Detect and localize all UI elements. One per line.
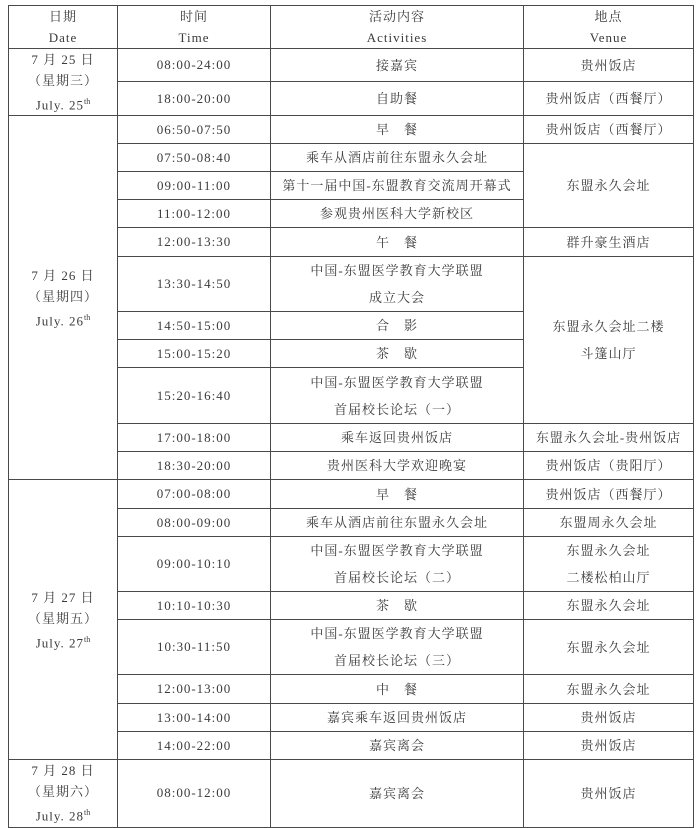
time-cell: 14:50-15:00 (118, 312, 271, 340)
activity-cell: 中国-东盟医学教育大学联盟 首届校长论坛（一） (271, 368, 524, 424)
header-row (9, 6, 694, 49)
activity-cell: 自助餐 (271, 82, 524, 116)
table-row (9, 116, 694, 144)
header-date-en: Date (48, 30, 78, 45)
date-cell-july-27 (9, 480, 118, 760)
time-cell: 07:50-08:40 (118, 144, 271, 172)
venue-cell: 贵州饭店（西餐厅） (524, 116, 694, 144)
date-zh-line2: （星期三） (27, 73, 98, 88)
time-cell: 07:00-08:00 (118, 480, 271, 509)
venue-cell: 东盟永久会址 二楼松柏山厅 (524, 537, 694, 592)
activity-cell: 第十一届中国-东盟教育交流周开幕式 (271, 172, 524, 200)
venue-cell: 贵州饭店 (524, 49, 694, 82)
venue-cell: 贵州饭店（西餐厅） (524, 480, 694, 509)
time-cell: 09:00-10:10 (118, 537, 271, 592)
activity-cell: 贵州医科大学欢迎晚宴 (271, 452, 524, 480)
header-time-en: Time (178, 30, 210, 45)
date-zh-line1: 7 月 26 日 (31, 267, 95, 283)
time-cell: 15:20-16:40 (118, 368, 271, 424)
activity-cell: 乘车返回贵州饭店 (271, 424, 524, 452)
date-cell-july-26 (9, 116, 118, 480)
header-cell-time (118, 6, 271, 49)
activity-cell: 中国-东盟医学教育大学联盟 首届校长论坛（二） (271, 537, 524, 592)
date-zh-line2: （星期六） (27, 784, 98, 800)
date-zh-line1: 7 月 25 日 (31, 52, 95, 67)
time-cell: 13:00-14:00 (118, 704, 271, 732)
time-cell: 08:00-12:00 (118, 760, 271, 827)
venue-cell: 东盟永久会址-贵州饭店 (524, 424, 694, 452)
header-act-zh: 活动内容 (368, 9, 425, 24)
date-en-line: July. 28th (35, 808, 91, 824)
venue-cell: 贵州饭店（贵阳厅） (524, 452, 694, 480)
date-en-line: July. 26th (35, 312, 91, 328)
header-act-en: Activities (366, 30, 428, 45)
venue-cell-merged: 东盟永久会址二楼 斗篷山厅 (524, 257, 694, 424)
header-cell-activities (271, 6, 524, 49)
activity-cell: 嘉宾乘车返回贵州饭店 (271, 704, 524, 732)
venue-cell: 东盟永久会址 (524, 620, 694, 675)
activity-cell: 接嘉宾 (271, 49, 524, 82)
time-cell: 18:30-20:00 (118, 452, 271, 480)
venue-cell-merged: 东盟永久会址 (524, 144, 694, 228)
header-cell-date (9, 6, 118, 49)
activity-cell: 早 餐 (271, 480, 524, 509)
time-cell: 08:00-24:00 (118, 49, 271, 82)
venue-cell: 贵州饭店（西餐厅） (524, 82, 694, 116)
venue-cell: 贵州饭店 (524, 732, 694, 760)
date-en-line: July. 25th (35, 97, 91, 113)
time-cell: 09:00-11:00 (118, 172, 271, 200)
activity-cell: 嘉宾离会 (271, 760, 524, 827)
venue-cell: 贵州饭店 (524, 760, 694, 827)
activity-cell: 合 影 (271, 312, 524, 340)
activity-cell: 中国-东盟医学教育大学联盟 成立大会 (271, 257, 524, 312)
date-zh-line2: （星期四） (27, 288, 98, 304)
table-row (9, 49, 694, 82)
time-cell: 17:00-18:00 (118, 424, 271, 452)
time-cell: 08:00-09:00 (118, 509, 271, 537)
time-cell: 10:30-11:50 (118, 620, 271, 675)
venue-cell: 群升豪生酒店 (524, 228, 694, 257)
activity-cell: 嘉宾离会 (271, 732, 524, 760)
activity-cell: 中 餐 (271, 675, 524, 704)
table-row (9, 480, 694, 509)
header-time-zh: 时间 (179, 9, 208, 24)
date-cell-july-28 (9, 760, 118, 827)
activity-cell: 中国-东盟医学教育大学联盟 首届校长论坛（三） (271, 620, 524, 675)
venue-cell: 东盟周永久会址 (524, 509, 694, 537)
header-date-zh: 日期 (48, 9, 77, 24)
activity-cell: 午 餐 (271, 228, 524, 257)
time-cell: 15:00-15:20 (118, 340, 271, 368)
activity-cell: 参观贵州医科大学新校区 (271, 200, 524, 228)
header-venue-zh: 地点 (594, 9, 623, 24)
venue-cell: 东盟永久会址 (524, 675, 694, 704)
venue-cell: 贵州饭店 (524, 704, 694, 732)
time-cell: 10:10-10:30 (118, 592, 271, 620)
date-cell-july-25 (9, 49, 118, 116)
time-cell: 18:00-20:00 (118, 82, 271, 116)
venue-cell: 东盟永久会址 (524, 592, 694, 620)
time-cell: 12:00-13:30 (118, 228, 271, 257)
header-cell-venue (524, 6, 694, 49)
activity-cell: 茶 歇 (271, 592, 524, 620)
time-cell: 11:00-12:00 (118, 200, 271, 228)
activity-cell: 乘车从酒店前往东盟永久会址 (271, 509, 524, 537)
activity-cell: 早 餐 (271, 116, 524, 144)
date-zh-line2: （星期五） (27, 610, 98, 626)
activity-cell: 乘车从酒店前往东盟永久会址 (271, 144, 524, 172)
activity-cell: 茶 歇 (271, 340, 524, 368)
table-row (9, 760, 694, 827)
date-zh-line1: 7 月 27 日 (31, 589, 95, 605)
schedule-table (8, 5, 694, 828)
time-cell: 06:50-07:50 (118, 116, 271, 144)
date-zh-line1: 7 月 28 日 (31, 763, 95, 779)
header-venue-en: Venue (589, 30, 628, 45)
time-cell: 13:30-14:50 (118, 257, 271, 312)
time-cell: 14:00-22:00 (118, 732, 271, 760)
date-en-line: July. 27th (35, 634, 91, 650)
time-cell: 12:00-13:00 (118, 675, 271, 704)
